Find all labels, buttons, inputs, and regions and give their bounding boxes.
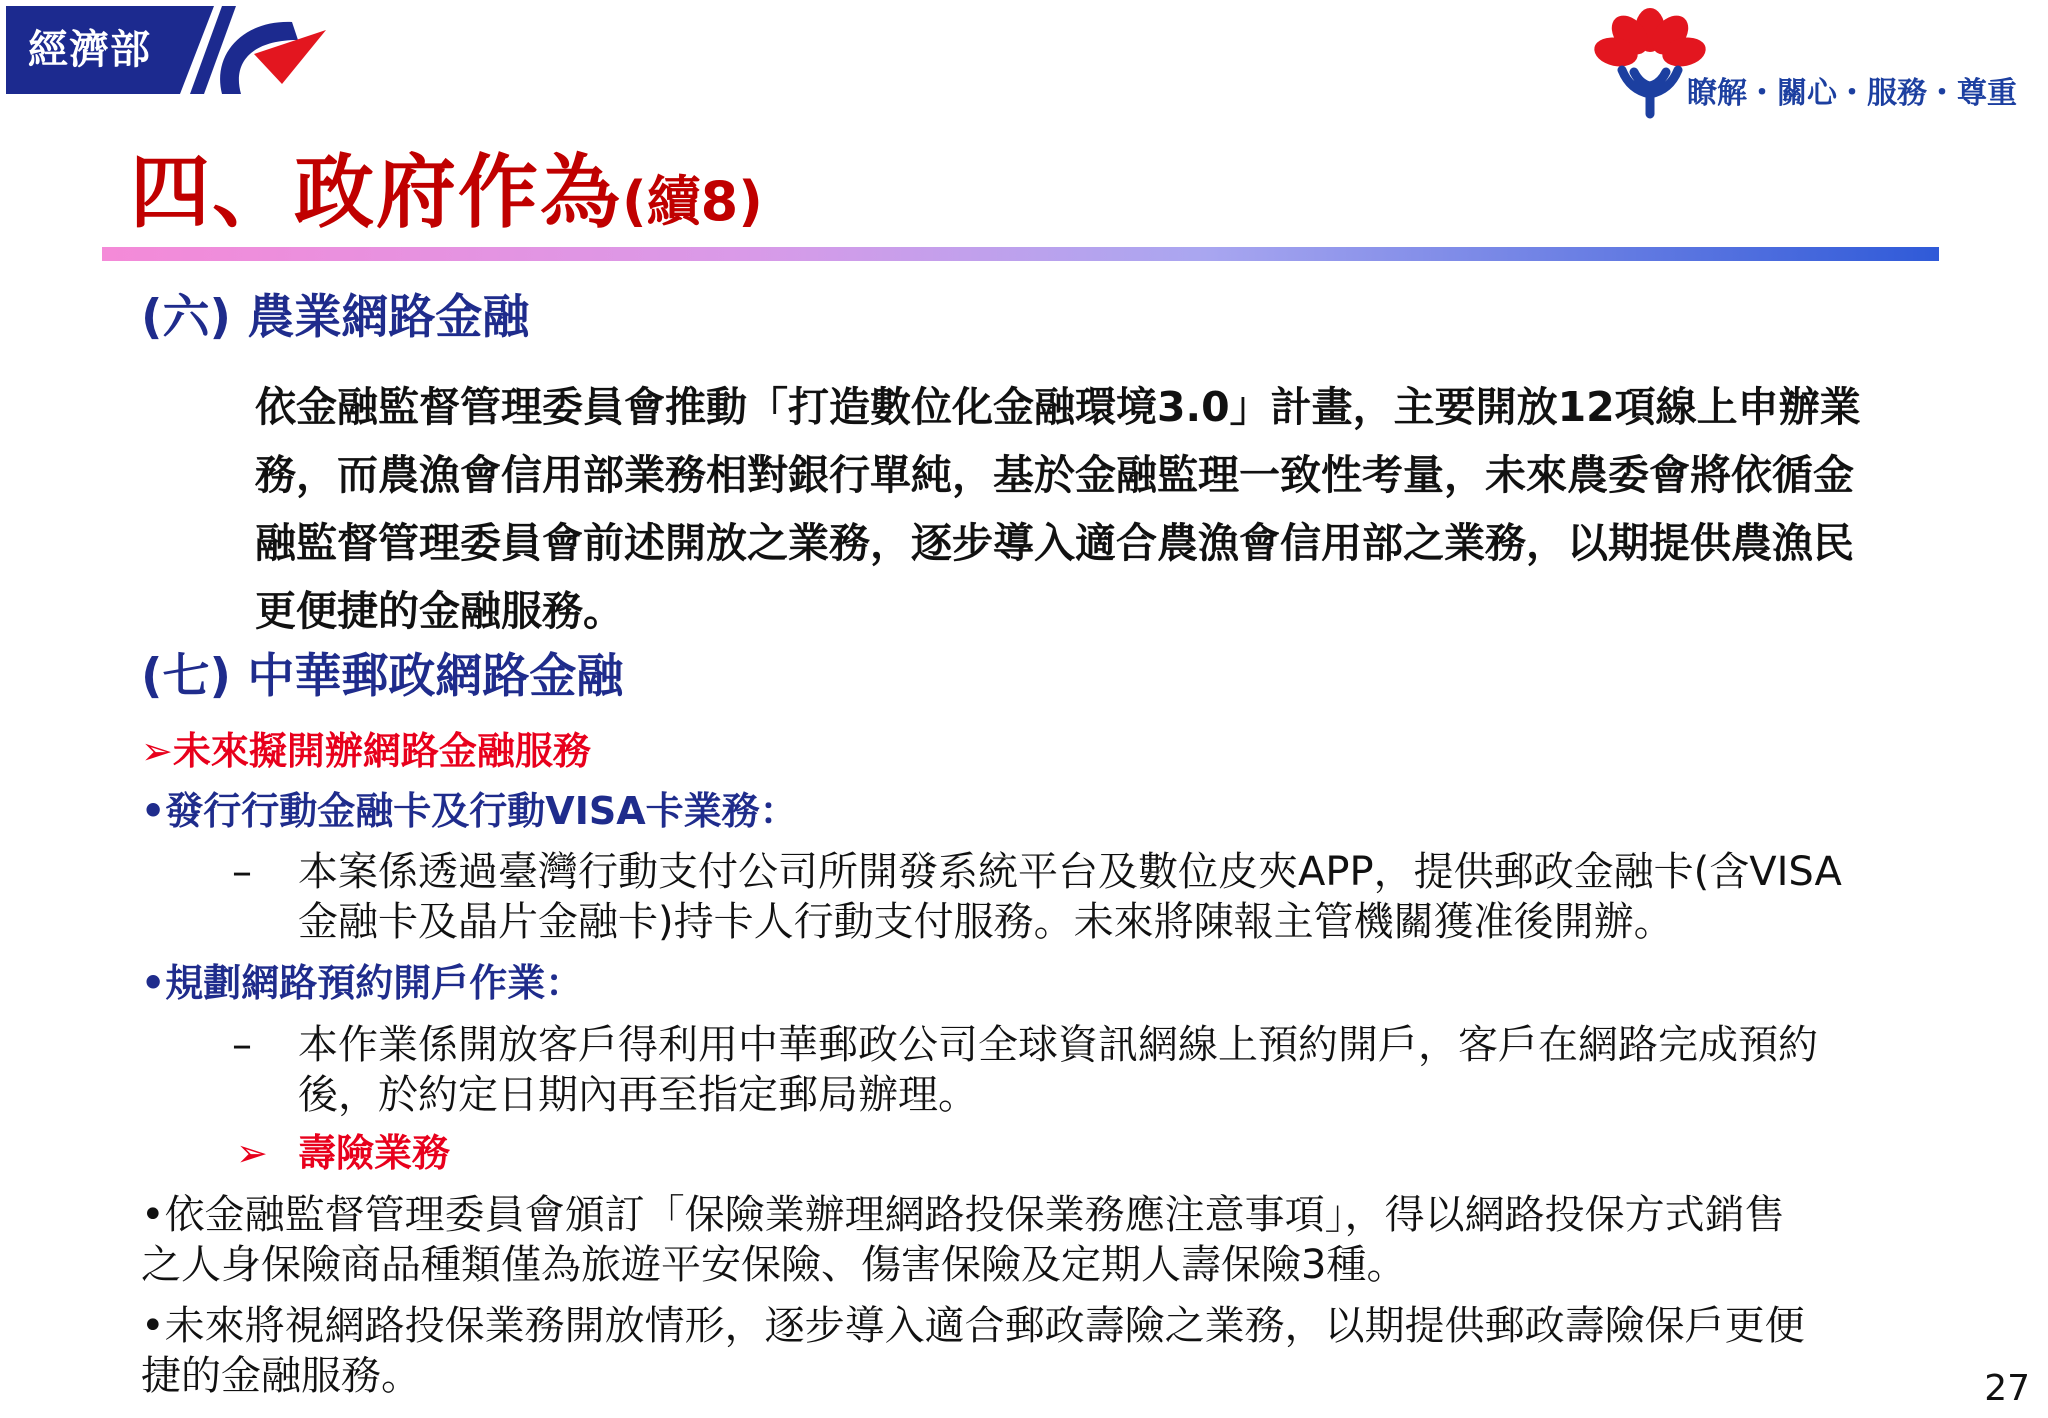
- body-line: •依金融監督管理委員會頒訂「保險業辦理網路投保業務應注意事項」，得以網路投保方式銷售: [141, 1192, 1785, 1238]
- section-heading-agriculture: (六) 農業網路金融: [141, 290, 530, 345]
- body-line: •未來將視網路投保業務開放情形，逐步導入適合郵政壽險之業務，以期提供郵政壽險保戶更便: [141, 1303, 1805, 1349]
- item-title-mobile-card: •發行行動金融卡及行動VISA卡業務：: [141, 789, 798, 833]
- arrow-icon: ➢: [236, 1131, 268, 1175]
- body-line: 本案係透過臺灣行動支付公司所開發系統平台及數位皮夾APP，提供郵政金融卡(含VISA: [298, 849, 1842, 895]
- dash-bullet: –: [232, 849, 252, 895]
- page-title: [130, 148, 763, 260]
- body-line: 後，於約定日期內再至指定郵局辦理。: [298, 1072, 978, 1118]
- item-title-online-account: •規劃網路預約開戶作業：: [141, 961, 584, 1005]
- agriculture-paragraph: [255, 373, 1861, 645]
- logo-petals: [1592, 8, 1709, 70]
- life-insurance-point: [141, 1190, 1785, 1290]
- logo-y-mark: [1622, 70, 1678, 114]
- body-line: 之人身保險商品種類僅為旅遊平安保險、傷害保險及定期人壽保險3種。: [141, 1242, 1407, 1288]
- life-insurance-heading: 壽險業務: [298, 1131, 451, 1175]
- life-insurance-point: [141, 1301, 1805, 1401]
- item-body-online-account: [298, 1020, 1818, 1120]
- future-services-heading: ➢未來擬開辦網路金融服務: [141, 729, 591, 773]
- paragraph-line: 融監督管理委員會前述開放之業務，逐步導入適合農漁會信用部之業務，以期提供農漁民: [255, 519, 1854, 567]
- title-underline-bar: [102, 247, 1939, 261]
- body-line: 捷的金融服務。: [141, 1353, 421, 1399]
- section-heading-post: (七) 中華郵政網路金融: [141, 649, 624, 704]
- paragraph-line: 務，而農漁會信用部業務相對銀行單純，基於金融監理一致性考量，未來農委會將依循金: [255, 451, 1854, 499]
- body-line: 金融卡及晶片金融卡)持卡人行動支付服務。未來將陳報主管機關獲准後開辦。: [298, 899, 1674, 945]
- paragraph-line: 更便捷的金融服務。: [255, 587, 624, 635]
- page-number: 27: [1984, 1368, 2030, 1409]
- slogan: 瞭解・關心・服務・尊重: [1687, 76, 2017, 111]
- paragraph-line: 依金融監督管理委員會推動「打造數位化金融環境3.0」計畫，主要開放12項線上申辦業: [255, 383, 1861, 431]
- page-title-suffix: (續8): [622, 170, 763, 233]
- ministry-label: 經濟部: [28, 27, 151, 73]
- page-title-main: 四、政府作為: [130, 146, 622, 239]
- item-body-mobile-card: [298, 847, 1842, 947]
- body-line: 本作業係開放客戶得利用中華郵政公司全球資訊網線上預約開戶，客戶在網路完成預約: [298, 1022, 1818, 1068]
- dash-bullet: –: [232, 1022, 252, 1068]
